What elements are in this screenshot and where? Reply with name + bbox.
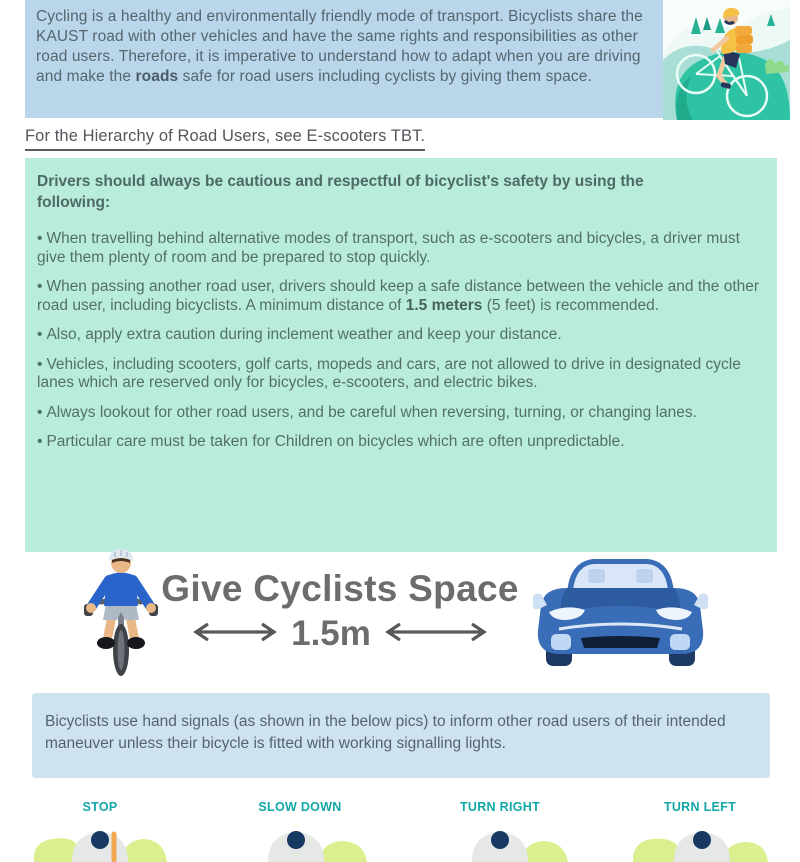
distance-value: 1.5m bbox=[291, 614, 371, 653]
give-space-title: Give Cyclists Space bbox=[161, 568, 519, 609]
guideline-text: Vehicles, including scooters, golf carts, mopeds and cars, are not allowed to drive in designated cycle lanes which are reserved only for bicycles, e-scooters, and electric bikes. bbox=[37, 355, 741, 391]
guideline-item bbox=[37, 278, 766, 315]
guideline-bold-text: 1.5 meters bbox=[405, 296, 483, 314]
driver-guidelines-section bbox=[25, 158, 777, 552]
guideline-item bbox=[37, 433, 766, 452]
guideline-item bbox=[37, 404, 766, 423]
bullet-icon: • bbox=[37, 355, 43, 373]
hierarchy-note: For the Hierarchy of Road Users, see E-scooters TBT. bbox=[25, 127, 425, 151]
bullet-icon: • bbox=[37, 326, 43, 343]
intro-text: Cycling is a healthy and environmentally friendly mode of transport. Bicyclists share the KAUST road with other vehicles and have the same rights and responsibilities as other road users. Therefore, it is imperative to understand how to adapt when you are driving and make the bbox=[36, 8, 643, 85]
bullet-icon: • bbox=[37, 403, 43, 421]
hand-signal-turn-right bbox=[400, 800, 600, 839]
hand-signal-slow-down-icon bbox=[230, 816, 370, 862]
bullet-icon: • bbox=[37, 278, 43, 295]
hand-signal-turn-left-icon bbox=[630, 816, 770, 862]
guideline-item bbox=[37, 230, 766, 267]
car-front-icon bbox=[533, 550, 708, 673]
give-space-text-block bbox=[160, 568, 520, 654]
bullet-icon: • bbox=[37, 433, 43, 450]
signal-label: STOP bbox=[82, 800, 118, 814]
intro-paragraph bbox=[36, 7, 647, 87]
signal-label: TURN LEFT bbox=[663, 800, 737, 814]
give-space-section bbox=[0, 543, 800, 678]
hand-signal-stop bbox=[0, 800, 200, 839]
distance-arrow-left-icon bbox=[192, 621, 278, 648]
hand-signals-section bbox=[32, 693, 770, 778]
hand-signal-slow-down bbox=[200, 800, 400, 839]
cyclist-front-icon bbox=[82, 544, 160, 682]
intro-bold-text: roads bbox=[135, 68, 179, 85]
guideline-item bbox=[37, 356, 766, 393]
intro-section bbox=[25, 0, 663, 118]
guideline-item bbox=[37, 326, 766, 345]
guideline-text: When travelling behind alternative modes of transport, such as e-scooters and bicycles, a driver must give them plenty of room and be prepared to stop quickly. bbox=[37, 230, 740, 266]
guideline-text-end: (5 feet) is recommended. bbox=[482, 296, 660, 314]
signal-label: TURN RIGHT bbox=[459, 800, 541, 814]
guideline-text: Particular care must be taken for Children on bicycles which are often unpredictable. bbox=[46, 433, 625, 450]
guideline-text: When passing another road user, drivers should keep a safe distance between the vehicle and the other road user, including bicyclists. A minimum distance of bbox=[37, 278, 760, 314]
hand-signals-note: Bicyclists use hand signals (as shown in the below pics) to inform other road users of their intended maneuver unless their bicycle is fitted with working signalling lights. bbox=[45, 713, 726, 752]
distance-arrow-right-icon bbox=[384, 621, 488, 648]
bullet-icon: • bbox=[37, 230, 43, 247]
hand-signal-turn-left bbox=[600, 800, 800, 839]
cycling-illustration bbox=[663, 0, 790, 120]
hand-signal-turn-right-icon bbox=[430, 816, 570, 862]
hand-signals-row bbox=[0, 800, 800, 839]
guideline-text: Also, apply extra caution during inclement weather and keep your distance. bbox=[46, 326, 562, 343]
guidelines-heading: Drivers should always be cautious and respectful of bicyclist's safety by using the following: bbox=[37, 173, 644, 211]
signal-label: SLOW DOWN bbox=[258, 800, 342, 814]
intro-text-end: safe for road users including cyclists by giving them space. bbox=[178, 68, 592, 85]
guideline-text: Always lookout for other road users, and be careful when reversing, turning, or changing lanes. bbox=[46, 403, 697, 421]
hand-signal-stop-icon bbox=[30, 816, 170, 862]
